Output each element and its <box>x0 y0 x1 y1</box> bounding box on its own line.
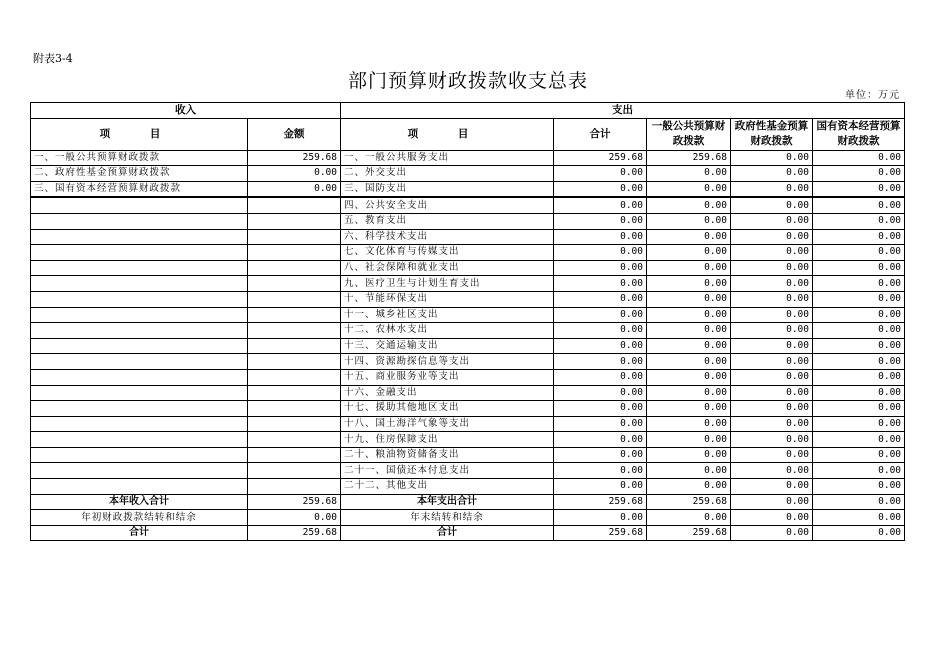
summary-income-amount: 259.68 <box>248 525 341 541</box>
expense-item-cell: 十、节能环保支出 <box>341 291 554 307</box>
general-budget-cell: 0.00 <box>647 338 731 354</box>
income-amount-cell <box>248 229 341 245</box>
general-budget-cell: 0.00 <box>647 307 731 323</box>
income-item-cell <box>31 369 248 385</box>
table-row <box>31 463 905 479</box>
expense-item-cell: 十七、援助其他地区支出 <box>341 401 554 417</box>
income-header: 收入 <box>31 103 341 119</box>
fund-budget-cell: 0.00 <box>731 479 813 495</box>
state-capital-cell: 0.00 <box>813 416 905 432</box>
fund-budget-cell: 0.00 <box>731 213 813 229</box>
fund-budget-cell: 0.00 <box>731 181 813 197</box>
table-row <box>31 354 905 370</box>
income-item-cell <box>31 479 248 495</box>
page-title: 部门预算财政拨款收支总表 <box>347 70 588 92</box>
summary-total-cell: 0.00 <box>554 510 647 526</box>
summary-row <box>31 525 905 541</box>
income-item-cell <box>31 260 248 276</box>
fund-budget-cell: 0.00 <box>731 229 813 245</box>
income-amount-cell: 0.00 <box>248 181 341 197</box>
income-amount-cell <box>248 276 341 292</box>
fund-budget-cell: 0.00 <box>731 416 813 432</box>
fund-budget-cell: 0.00 <box>731 338 813 354</box>
table-row <box>31 479 905 495</box>
table-row <box>31 338 905 354</box>
expense-total-cell: 0.00 <box>554 245 647 261</box>
expense-item-cell: 十八、国土海洋气象等支出 <box>341 416 554 432</box>
state-capital-cell: 0.00 <box>813 369 905 385</box>
summary-state-cell: 0.00 <box>813 494 905 510</box>
income-item-cell <box>31 291 248 307</box>
fund-budget-cell: 0.00 <box>731 323 813 339</box>
table-row <box>31 276 905 292</box>
table-row <box>31 229 905 245</box>
expense-item-cell: 十五、商业服务业等支出 <box>341 369 554 385</box>
fund-budget-cell: 0.00 <box>731 369 813 385</box>
table-row <box>31 323 905 339</box>
summary-income-label: 合计 <box>31 525 248 541</box>
table-row <box>31 447 905 463</box>
expense-total-cell: 0.00 <box>554 354 647 370</box>
expense-total-cell: 0.00 <box>554 213 647 229</box>
state-capital-cell: 0.00 <box>813 213 905 229</box>
fund-budget-cell: 0.00 <box>731 276 813 292</box>
expense-total-cell: 0.00 <box>554 432 647 448</box>
income-amount-cell <box>248 323 341 339</box>
expense-total-cell: 0.00 <box>554 463 647 479</box>
income-amount-cell <box>248 479 341 495</box>
expense-item-cell: 二、外交支出 <box>341 166 554 182</box>
expense-item-cell: 十三、交通运输支出 <box>341 338 554 354</box>
income-amount-cell <box>248 416 341 432</box>
state-capital-cell: 0.00 <box>813 401 905 417</box>
expense-total-cell: 0.00 <box>554 447 647 463</box>
state-capital-cell: 0.00 <box>813 447 905 463</box>
income-item-cell <box>31 401 248 417</box>
income-item-cell: 三、国有资本经营预算财政拨款 <box>31 181 248 197</box>
table-row <box>31 291 905 307</box>
fund-budget-header: 政府性基金预算财政拨款 <box>731 118 813 150</box>
fund-budget-cell: 0.00 <box>731 432 813 448</box>
income-amount-cell <box>248 291 341 307</box>
income-item-cell <box>31 197 248 213</box>
summary-expense-label: 本年支出合计 <box>341 494 554 510</box>
fund-budget-cell: 0.00 <box>731 307 813 323</box>
expense-total-cell: 0.00 <box>554 166 647 182</box>
general-budget-cell: 0.00 <box>647 416 731 432</box>
general-budget-cell: 0.00 <box>647 181 731 197</box>
state-capital-cell: 0.00 <box>813 260 905 276</box>
unit-label: 单位：万元 <box>845 90 900 101</box>
fund-budget-cell: 0.00 <box>731 245 813 261</box>
general-budget-header: 一般公共预算财政拨款 <box>647 118 731 150</box>
fund-budget-cell: 0.00 <box>731 463 813 479</box>
general-budget-cell: 0.00 <box>647 369 731 385</box>
general-budget-cell: 259.68 <box>647 150 731 166</box>
income-item-cell <box>31 323 248 339</box>
expense-total-cell: 0.00 <box>554 307 647 323</box>
fund-budget-cell: 0.00 <box>731 166 813 182</box>
summary-income-label: 年初财政拨款结转和结余 <box>31 510 248 526</box>
income-item-cell: 一、一般公共预算财政拨款 <box>31 150 248 166</box>
general-budget-cell: 0.00 <box>647 276 731 292</box>
summary-total-cell: 259.68 <box>554 525 647 541</box>
expense-item-cell: 四、公共安全支出 <box>341 197 554 213</box>
income-amount-cell <box>248 401 341 417</box>
summary-state-cell: 0.00 <box>813 525 905 541</box>
income-amount-cell: 259.68 <box>248 150 341 166</box>
income-amount-cell <box>248 213 341 229</box>
expense-item-header: 项 目 <box>341 118 554 150</box>
general-budget-cell: 0.00 <box>647 479 731 495</box>
expense-item-cell: 三、国防支出 <box>341 181 554 197</box>
income-amount-cell <box>248 260 341 276</box>
expense-item-cell: 五、教育支出 <box>341 213 554 229</box>
expense-total-cell: 0.00 <box>554 260 647 276</box>
state-capital-header: 国有资本经营预算财政拨款 <box>813 118 905 150</box>
state-capital-cell: 0.00 <box>813 354 905 370</box>
table-row <box>31 385 905 401</box>
table-row <box>31 401 905 417</box>
income-amount-cell <box>248 354 341 370</box>
general-budget-cell: 0.00 <box>647 245 731 261</box>
income-item-cell <box>31 229 248 245</box>
state-capital-cell: 0.00 <box>813 229 905 245</box>
expense-total-cell: 0.00 <box>554 479 647 495</box>
fund-budget-cell: 0.00 <box>731 385 813 401</box>
fund-budget-cell: 0.00 <box>731 150 813 166</box>
expense-item-cell: 七、文化体育与传媒支出 <box>341 245 554 261</box>
expense-item-cell: 八、社会保障和就业支出 <box>341 260 554 276</box>
income-item-cell <box>31 276 248 292</box>
general-budget-cell: 0.00 <box>647 385 731 401</box>
income-amount-cell <box>248 447 341 463</box>
income-item-cell <box>31 245 248 261</box>
summary-fund-cell: 0.00 <box>731 525 813 541</box>
state-capital-cell: 0.00 <box>813 323 905 339</box>
income-amount-cell <box>248 385 341 401</box>
expense-header: 支出 <box>341 103 905 119</box>
income-item-cell <box>31 213 248 229</box>
income-amount-cell <box>248 245 341 261</box>
table-row <box>31 416 905 432</box>
general-budget-cell: 0.00 <box>647 166 731 182</box>
state-capital-cell: 0.00 <box>813 197 905 213</box>
summary-expense-label: 合计 <box>341 525 554 541</box>
income-item-cell <box>31 416 248 432</box>
expense-total-cell: 0.00 <box>554 416 647 432</box>
summary-income-amount: 259.68 <box>248 494 341 510</box>
header-row-2 <box>31 118 905 150</box>
general-budget-cell: 0.00 <box>647 260 731 276</box>
expense-total-cell: 0.00 <box>554 276 647 292</box>
income-item-cell <box>31 463 248 479</box>
summary-state-cell: 0.00 <box>813 510 905 526</box>
expense-total-cell: 0.00 <box>554 181 647 197</box>
expense-total-cell: 0.00 <box>554 197 647 213</box>
table-row <box>31 181 905 197</box>
income-item-cell <box>31 338 248 354</box>
state-capital-cell: 0.00 <box>813 479 905 495</box>
table-row <box>31 197 905 213</box>
summary-general-cell: 259.68 <box>647 494 731 510</box>
general-budget-cell: 0.00 <box>647 229 731 245</box>
expense-item-cell: 十二、农林水支出 <box>341 323 554 339</box>
expense-total-cell: 0.00 <box>554 401 647 417</box>
expense-item-cell: 九、医疗卫生与计划生育支出 <box>341 276 554 292</box>
state-capital-cell: 0.00 <box>813 307 905 323</box>
table-row <box>31 166 905 182</box>
table-row <box>31 432 905 448</box>
state-capital-cell: 0.00 <box>813 166 905 182</box>
general-budget-cell: 0.00 <box>647 197 731 213</box>
state-capital-cell: 0.00 <box>813 385 905 401</box>
income-item-cell <box>31 307 248 323</box>
fund-budget-cell: 0.00 <box>731 447 813 463</box>
general-budget-cell: 0.00 <box>647 463 731 479</box>
table-row <box>31 150 905 166</box>
summary-general-cell: 0.00 <box>647 510 731 526</box>
fund-budget-cell: 0.00 <box>731 291 813 307</box>
income-amount-cell <box>248 369 341 385</box>
table-row <box>31 213 905 229</box>
general-budget-cell: 0.00 <box>647 354 731 370</box>
expense-item-cell: 二十、粮油物资储备支出 <box>341 447 554 463</box>
expense-item-cell: 二十一、国债还本付息支出 <box>341 463 554 479</box>
table-row <box>31 307 905 323</box>
summary-fund-cell: 0.00 <box>731 510 813 526</box>
expense-total-cell: 0.00 <box>554 229 647 245</box>
state-capital-cell: 0.00 <box>813 432 905 448</box>
fund-budget-cell: 0.00 <box>731 260 813 276</box>
general-budget-cell: 0.00 <box>647 401 731 417</box>
state-capital-cell: 0.00 <box>813 463 905 479</box>
income-amount-cell <box>248 338 341 354</box>
state-capital-cell: 0.00 <box>813 150 905 166</box>
state-capital-cell: 0.00 <box>813 276 905 292</box>
expense-total-cell: 259.68 <box>554 150 647 166</box>
income-amount-cell: 0.00 <box>248 166 341 182</box>
expense-item-cell: 一、一般公共服务支出 <box>341 150 554 166</box>
expense-item-cell: 十四、资源勘探信息等支出 <box>341 354 554 370</box>
expense-item-cell: 十六、金融支出 <box>341 385 554 401</box>
expense-total-cell: 0.00 <box>554 291 647 307</box>
summary-income-label: 本年收入合计 <box>31 494 248 510</box>
fund-budget-cell: 0.00 <box>731 354 813 370</box>
income-amount-cell <box>248 307 341 323</box>
summary-income-amount: 0.00 <box>248 510 341 526</box>
summary-row <box>31 494 905 510</box>
income-item-cell <box>31 432 248 448</box>
expense-total-header: 合计 <box>554 118 647 150</box>
income-item-header: 项 目 <box>31 118 248 150</box>
table-row <box>31 369 905 385</box>
general-budget-cell: 0.00 <box>647 323 731 339</box>
fund-budget-cell: 0.00 <box>731 197 813 213</box>
header-row-1 <box>31 103 905 119</box>
summary-expense-label: 年末结转和结余 <box>341 510 554 526</box>
budget-table <box>30 102 905 541</box>
income-item-cell <box>31 385 248 401</box>
income-item-cell <box>31 447 248 463</box>
general-budget-cell: 0.00 <box>647 213 731 229</box>
summary-fund-cell: 0.00 <box>731 494 813 510</box>
attachment-label: 附表3-4 <box>33 52 73 65</box>
income-amount-header: 金额 <box>248 118 341 150</box>
state-capital-cell: 0.00 <box>813 291 905 307</box>
state-capital-cell: 0.00 <box>813 245 905 261</box>
summary-general-cell: 259.68 <box>647 525 731 541</box>
expense-item-cell: 六、科学技术支出 <box>341 229 554 245</box>
expense-total-cell: 0.00 <box>554 385 647 401</box>
expense-item-cell: 二十二、其他支出 <box>341 479 554 495</box>
table-row <box>31 245 905 261</box>
state-capital-cell: 0.00 <box>813 181 905 197</box>
fund-budget-cell: 0.00 <box>731 401 813 417</box>
table-row <box>31 260 905 276</box>
expense-total-cell: 0.00 <box>554 369 647 385</box>
expense-item-cell: 十一、城乡社区支出 <box>341 307 554 323</box>
state-capital-cell: 0.00 <box>813 338 905 354</box>
expense-total-cell: 0.00 <box>554 323 647 339</box>
general-budget-cell: 0.00 <box>647 291 731 307</box>
expense-item-cell: 十九、住房保障支出 <box>341 432 554 448</box>
summary-total-cell: 259.68 <box>554 494 647 510</box>
income-amount-cell <box>248 463 341 479</box>
summary-row <box>31 510 905 526</box>
income-item-cell <box>31 354 248 370</box>
income-item-cell: 二、政府性基金预算财政拨款 <box>31 166 248 182</box>
income-amount-cell <box>248 432 341 448</box>
general-budget-cell: 0.00 <box>647 447 731 463</box>
expense-total-cell: 0.00 <box>554 338 647 354</box>
general-budget-cell: 0.00 <box>647 432 731 448</box>
income-amount-cell <box>248 197 341 213</box>
